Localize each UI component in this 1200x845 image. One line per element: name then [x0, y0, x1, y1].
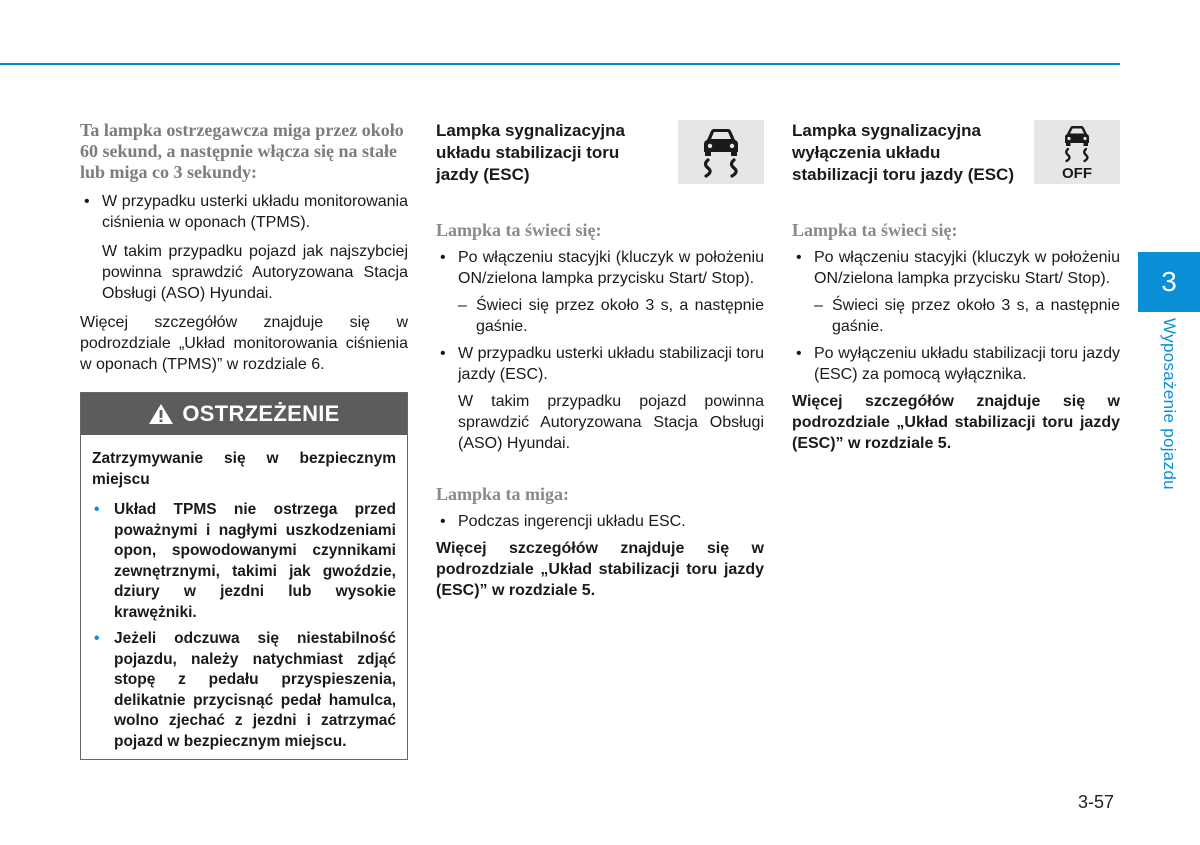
- esc-off-icon: [1034, 120, 1120, 184]
- warning-item: • Układ TPMS nie ostrzega przed poważnymi i nagłymi uszkodzeniami opon, spowodowanymi czynnikami zewnętrznymi, takimi jak gwoździe, dziury w jezdni lub wysokie krawężniki.: [92, 500, 396, 623]
- chapter-label-text: Wyposażenie pojazdu: [1160, 318, 1179, 490]
- section-title: Lampka sygnalizacyjna wyłączenia układu stabilizacji toru jazdy (ESC): [792, 121, 1014, 184]
- blink-heading: Lampka ta miga:: [436, 484, 570, 504]
- dash-item: – Świeci się przez około 3 s, a następnie gaśnie.: [436, 295, 764, 337]
- section-title-row: [792, 120, 1120, 186]
- bullet-list: [80, 191, 408, 233]
- column-1: [80, 120, 408, 375]
- bullet-list: [792, 343, 1120, 385]
- bullet-list: [792, 247, 1120, 289]
- section-title-row: [436, 120, 764, 186]
- list-item: • Podczas ingerencji układu ESC.: [436, 511, 764, 532]
- column-3: [792, 120, 1120, 454]
- bullet-list: [436, 247, 764, 289]
- bullet-sub-text: W takim przypadku pojazd jak najszybciej powinna sprawdzić Autoryzowana Stacja Obsługi (ASO) Hyundai.: [102, 243, 408, 302]
- on-heading: Lampka ta świeci się:: [792, 220, 958, 240]
- warning-box: [80, 392, 408, 760]
- warning-title: Zatrzymywanie się w bezpiecznym miejscu: [92, 450, 396, 488]
- list-item: • Po włączeniu stacyjki (kluczyk w położeniu ON/zielona lampka przycisku Start/ Stop).: [792, 247, 1120, 289]
- list-item: • W przypadku usterki układu stabilizacji toru jazdy (ESC).: [436, 343, 764, 385]
- on-heading: Lampka ta świeci się:: [436, 220, 602, 240]
- list-item: • Po włączeniu stacyjki (kluczyk w położeniu ON/zielona lampka przycisku Start/ Stop).: [436, 247, 764, 289]
- list-item: • W przypadku usterki układu monitorowania ciśnienia w oponach (TPMS).: [80, 191, 408, 233]
- intro-text: Ta lampka ostrzegawcza miga przez około 60 sekund, a następnie włącza się na stałe lub miga co 3 sekundy:: [80, 120, 404, 182]
- page-number: 3-57: [1078, 792, 1115, 812]
- chapter-tab: 3: [1138, 252, 1200, 312]
- warning-header-label: OSTRZEŻENIE: [182, 401, 340, 426]
- more-info-text: Więcej szczegółów znajduje się w podrozdziale „Układ monitorowania ciśnienia w oponach (TPMS)” w rozdziale 6.: [80, 314, 408, 373]
- dash-item: – Świeci się przez około 3 s, a następnie gaśnie.: [792, 295, 1120, 337]
- more-info-text: Więcej szczegółów znajduje się w podrozdziale „Układ stabilizacji toru jazdy (ESC)” w rozdziale 5.: [792, 393, 1120, 452]
- warning-triangle-icon: [148, 403, 174, 425]
- chapter-label: [1155, 318, 1185, 498]
- bullet-list: [436, 343, 764, 385]
- bullet-sub-text: W takim przypadku pojazd powinna sprawdzić Autoryzowana Stacja Obsługi (ASO) Hyundai.: [458, 393, 764, 452]
- column-2: [436, 120, 764, 601]
- list-item: • Po wyłączeniu układu stabilizacji toru jazdy (ESC) za pomocą wyłącznika.: [792, 343, 1120, 385]
- esc-skid-icon: [678, 120, 764, 184]
- warning-header: [81, 393, 407, 435]
- warning-body: [81, 435, 407, 752]
- top-rule: [0, 63, 1120, 65]
- more-info-text: Więcej szczegółów znajduje się w podrozdziale „Układ stabilizacji toru jazdy (ESC)” w rozdziale 5.: [436, 540, 764, 599]
- warning-list: [92, 500, 396, 752]
- bullet-list: [436, 511, 764, 532]
- warning-item: • Jeżeli odczuwa się niestabilność pojazdu, należy natychmiast zdjąć stopę z pedału przyspieszenia, delikatnie przycisnąć pedał hamulca, wolno zjechać z jezdni i zatrzymać pojazd w bezpiecznym miejscu.: [92, 629, 396, 752]
- esc-off-text: OFF: [1062, 165, 1092, 180]
- section-title: Lampka sygnalizacyjna układu stabilizacji toru jazdy (ESC): [436, 121, 625, 184]
